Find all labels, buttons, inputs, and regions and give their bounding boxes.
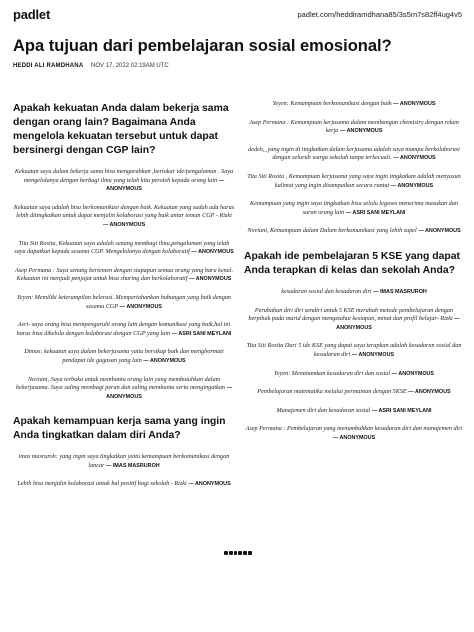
- section-title: Apakah kemampuan kerja sama yang ingin Anda tingkatkan dalam diri Anda?: [13, 416, 226, 442]
- page-url: padlet.com/heddiramdhana85/3s5m7s82ff4ug4v5: [297, 10, 462, 19]
- post-item[interactable]: Noviani, Kemampuan dalam Dalam berkomunikasi yang lebih supel — ANONYMOUS: [244, 227, 464, 236]
- post-item[interactable]: Kekuatan saya adalah bisa berkomunikasi dengan baik. Kekuatan yang sudah ada harus lebih ditingkatkan untuk dapat menjalin kolaborasi yang baik antar teman CGP - Rizki — ANONYMOUS: [13, 204, 235, 230]
- post-item[interactable]: Asri- saya orang bisa mempengaruhi orang lain dengan komunikasi yang baik,hal ini harus bisa dikelola dengan kolaborasi dengan CGP yang lain — ASRI SANI MEYLANI: [13, 321, 235, 338]
- padlet-logo[interactable]: padlet: [13, 7, 51, 22]
- page-indicator: [224, 551, 252, 556]
- page-dot: [243, 551, 247, 555]
- post-item[interactable]: dedeh,_yang ingin di tingkatkan dalam kerjasama adalah saya mampu berkolaborasi dengan seluruh warga sekolah tanpa terkecuali. — ANONYMOUS: [244, 146, 464, 163]
- page-dot: [248, 551, 252, 555]
- post-item[interactable]: Dimas: kekuatan saya dalam bekerjasama yaitu bersikap baik dan menghormati pendapat ide gagasan yang lain — ANONYMOUS: [13, 348, 235, 365]
- right-column: [244, 96, 464, 452]
- post-item[interactable]: Pembelajaran matematika melalui permainan dengan 5KSE — ANONYMOUS: [244, 388, 464, 397]
- post-item[interactable]: Lebih bisa menjalin kolaborasi untuk hal positif bagi sekolah - Rizki — ANONYMOUS: [13, 480, 235, 489]
- section-title: Apakah ide pembelajaran 5 KSE yang dapat Anda terapkan di kelas dan sekolah Anda?: [244, 250, 460, 276]
- page-dot: [229, 551, 233, 555]
- author-name: HEDDI ALI RAMDHANA: [13, 63, 84, 69]
- section-title: Apakah kekuatan Anda dalam bekerja sama dengan orang lain? Bagaimana Anda mengelola kekuatan tersebut untuk dapat bersinergi dengan CGP lain?: [13, 103, 229, 156]
- post-item[interactable]: Asep Permana : Saya senang bertemen dengan siapapun semua orang yang baru kenal. Kekuatan ini menjadi penjajat untuk bisa sharing dan berkolaboratif — ANONYMOUS: [13, 267, 235, 284]
- post-item[interactable]: Tita Siti Rosita Dari 5 ide KSE yang dapat saya terapkan adalah kesadaran sosial dan kesadaran diri — ANONYMOUS: [244, 342, 464, 359]
- post-item[interactable]: Asep Permana : Pembelajaran yang menumbuhkan kesadaran diri dan manajemen diri — ANONYMOUS: [244, 425, 464, 442]
- page-dot: [224, 551, 228, 555]
- post-date: NOV 17, 2022 02:19AM UTC: [91, 63, 169, 69]
- page-dot: [238, 551, 242, 555]
- post-item[interactable]: Kekuatan saya dalam bekerja sama bisa mengarahkan ,bertukar ide/pengalaman . Saya mengelolanya dengan berbagi ilmu yang telah kita peroleh kepada orang lain — ANONYMOUS: [13, 168, 235, 194]
- top-bar: [0, 0, 474, 30]
- post-item[interactable]: Asep Permana : Kemampuan kerjasama dalam membangun chemistry dengan rekan kerja — ANONYMOUS: [244, 119, 464, 136]
- left-column: [13, 96, 235, 499]
- post-item[interactable]: Yeyen: Menanamkan kesadaran diri dan sosial — ANONYMOUS: [244, 370, 464, 379]
- post-item[interactable]: Kemampuan yang ingin saya tingkatkan bisa selalu legowo menerima masukan dan saran orang lain — ASRI SANI MEYLANI: [244, 200, 464, 217]
- post-item[interactable]: Manajemen diri dan kesadaran sosial — ASRI SANI MEYLANI: [244, 407, 464, 416]
- post-item[interactable]: Yeyen: Memiliki keterampilan belerasi. Mempertahankan hubungan yang baik dengan sesama CGP — ANONYMOUS: [13, 294, 235, 311]
- post-item[interactable]: Tita Siti Rosita, Kekuatan saya adalah senang membagi ilmu,pengalaman yang telah saya dapatkan kepada sesama CGP. Mengelolanya dengan kolaboratif — ANONYMOUS: [13, 240, 235, 257]
- post-item[interactable]: Tita Siti Rosita , Kemampuan kerjasama yang saya ingin tingkatkan adalah menyusun kalimat yang ingin disampaikan secara runtut — ANONYMOUS: [244, 173, 464, 190]
- post-meta: [13, 63, 169, 69]
- post-item[interactable]: Yeyen: Kemampuan berkomunikasi dengan baik — ANONYMOUS: [244, 100, 464, 109]
- post-item[interactable]: Perubahan diri diri sendiri untuk 5 KSE merubah metode pembelajaran dengan berpihak pada murid dengan mengetahui kesiapan, minat dan profil belajar- Rizki — ANONYMOUS: [244, 307, 464, 333]
- page-title: Apa tujuan dari pembelajaran sosial emosional?: [13, 37, 392, 55]
- post-item[interactable]: imas masruroh: yang ingin saya tingkatkan yaitu kemampuan berkomunikasi dengan lancar — IMAS MASRUROH: [13, 453, 235, 470]
- post-item[interactable]: Noviani, Saya terbuka untuk membantu orang lain yang membutuhkan dalam bekerjasama. Saya saling membagi peran dan saling membantu serta mengingatkan — ANONYMOUS: [13, 376, 235, 402]
- post-item[interactable]: kesadaran sosial dan kesadaran diri — IMAS MASRUROH: [244, 288, 464, 297]
- page-dot: [234, 551, 238, 555]
